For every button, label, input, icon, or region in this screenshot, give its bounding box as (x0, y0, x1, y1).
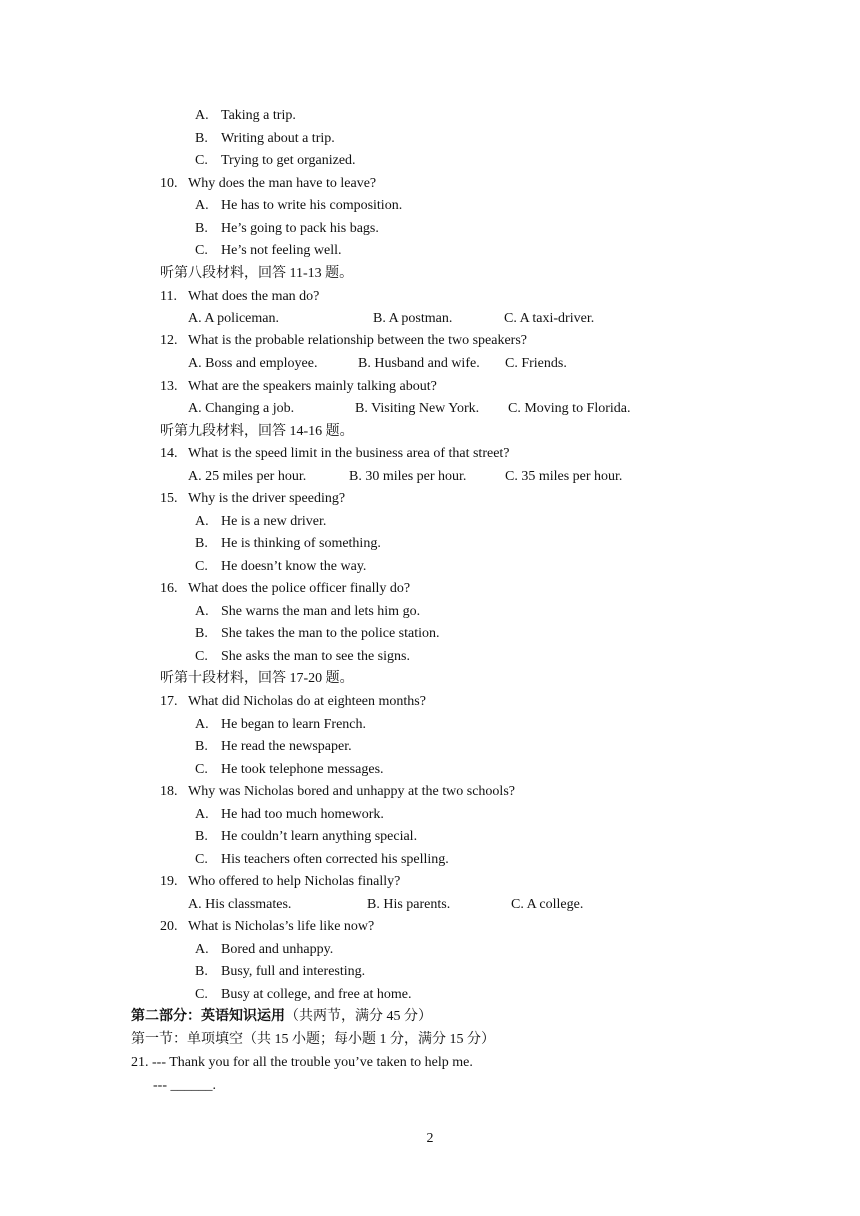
q15-option-b (195, 535, 381, 553)
option-text: He had too much homework. (221, 807, 384, 822)
option-letter: C. (195, 153, 208, 168)
option-b: B. Visiting New York. (355, 401, 480, 416)
question-text: What are the speakers mainly talking about? (188, 379, 437, 394)
option-letter: B. (195, 131, 208, 146)
option-letter: A. (195, 807, 209, 822)
q9-option-c (195, 152, 356, 170)
question-13 (160, 378, 437, 396)
q10-option-b (195, 220, 379, 238)
q9-option-a (195, 107, 296, 125)
section-heading-8: 听第八段材料，回答 11-13 题。 (160, 266, 354, 281)
question-number: 19. (160, 874, 178, 889)
option-text: He couldn’t learn anything special. (221, 829, 418, 844)
option-letter: C. (195, 987, 208, 1002)
option-a: A. A policeman. (188, 311, 279, 326)
q17-option-b (195, 738, 352, 756)
question-number: 15. (160, 491, 178, 506)
question-11 (160, 288, 319, 306)
option-text: He doesn’t know the way. (221, 559, 367, 574)
q16-option-b (195, 625, 440, 643)
option-letter: A. (195, 604, 209, 619)
option-letter: A. (195, 198, 209, 213)
option-letter: B. (195, 536, 208, 551)
option-letter: C. (195, 243, 208, 258)
question-text: What does the man do? (188, 289, 320, 304)
option-letter: B. (195, 739, 208, 754)
option-letter: A. (195, 108, 209, 123)
q20-option-c (195, 986, 411, 1004)
option-c: C. A college. (511, 897, 584, 912)
question-number: 16. (160, 581, 178, 596)
option-letter: C. (195, 852, 208, 867)
option-text: Taking a trip. (221, 108, 296, 123)
question-text: What is Nicholas’s life like now? (188, 919, 375, 934)
question-18 (160, 783, 515, 801)
question-number: 12. (160, 333, 178, 348)
q18-option-b (195, 828, 417, 846)
part-2-title: 第二部分：英语知识运用 (131, 1009, 285, 1024)
option-letter: B. (195, 829, 208, 844)
page-number: 2 (426, 1131, 434, 1146)
question-16 (160, 580, 410, 598)
option-letter: C. (195, 649, 208, 664)
question-text: Why is the driver speeding? (188, 491, 346, 506)
option-b: B. 30 miles per hour. (349, 469, 467, 484)
option-b: B. Husband and wife. (358, 356, 480, 371)
option-letter: C. (195, 762, 208, 777)
q17-option-a (195, 716, 366, 734)
question-text: Why was Nicholas bored and unhappy at the two schools? (188, 784, 515, 799)
q15-option-a (195, 513, 326, 531)
q10-option-c (195, 242, 342, 260)
option-text: Writing about a trip. (221, 131, 335, 146)
question-text: Who offered to help Nicholas finally? (188, 874, 401, 889)
option-c: C. 35 miles per hour. (505, 469, 623, 484)
question-text: What is the probable relationship between the two speakers? (188, 333, 527, 348)
question-number: 11. (160, 289, 177, 304)
part-2-heading (131, 1008, 432, 1026)
option-c: C. A taxi-driver. (504, 311, 595, 326)
option-text: Busy at college, and free at home. (221, 987, 412, 1002)
option-text: He has to write his composition. (221, 198, 403, 213)
option-text: Busy, full and interesting. (221, 964, 366, 979)
q20-option-a (195, 941, 333, 959)
option-letter: B. (195, 626, 208, 641)
question-12 (160, 332, 527, 350)
question-text: What does the police officer finally do? (188, 581, 411, 596)
option-a: A. Boss and employee. (188, 356, 318, 371)
option-text: He’s not feeling well. (221, 243, 342, 258)
option-a: A. 25 miles per hour. (188, 469, 307, 484)
question-number: 18. (160, 784, 178, 799)
question-10 (160, 175, 376, 193)
section-1-heading: 第一节：单项填空（共 15 小题；每小题 1 分，满分 15 分） (131, 1032, 495, 1047)
option-letter: A. (195, 514, 209, 529)
option-text: He is a new driver. (221, 514, 327, 529)
option-b: B. His parents. (367, 897, 451, 912)
question-14 (160, 445, 510, 463)
q18-option-c (195, 851, 449, 869)
question-number: 17. (160, 694, 178, 709)
option-a: A. Changing a job. (188, 401, 295, 416)
option-a: A. His classmates. (188, 897, 292, 912)
question-number: 14. (160, 446, 178, 461)
q18-option-a (195, 806, 384, 824)
section-heading-10: 听第十段材料，回答 17-20 题。 (160, 671, 354, 686)
option-text: He’s going to pack his bags. (221, 221, 379, 236)
option-text: She warns the man and lets him go. (221, 604, 421, 619)
option-text: Trying to get organized. (221, 153, 356, 168)
question-17 (160, 693, 426, 711)
option-text: He read the newspaper. (221, 739, 352, 754)
q16-option-c (195, 648, 410, 666)
option-letter: A. (195, 717, 209, 732)
option-b: B. A postman. (373, 311, 453, 326)
part-2-note: （共两节，满分 45 分） (285, 1009, 432, 1024)
question-number: 10. (160, 176, 178, 191)
question-20 (160, 918, 374, 936)
option-letter: B. (195, 221, 208, 236)
question-text: Why does the man have to leave? (188, 176, 377, 191)
option-text: He began to learn French. (221, 717, 366, 732)
option-text: He took telephone messages. (221, 762, 384, 777)
q20-option-b (195, 963, 365, 981)
q17-option-c (195, 761, 384, 779)
question-21-blank: --- ______. (153, 1078, 216, 1093)
option-letter: C. (195, 559, 208, 574)
option-text: She asks the man to see the signs. (221, 649, 410, 664)
option-c: C. Moving to Florida. (508, 401, 631, 416)
option-text: Bored and unhappy. (221, 942, 334, 957)
question-text: What is the speed limit in the business area of that street? (188, 446, 510, 461)
q16-option-a (195, 603, 420, 621)
question-text: What did Nicholas do at eighteen months? (188, 694, 426, 709)
question-21: 21. --- Thank you for all the trouble you’ve taken to help me. (131, 1055, 473, 1070)
question-19 (160, 873, 400, 891)
option-letter: A. (195, 942, 209, 957)
q9-option-b (195, 130, 335, 148)
question-number: 20. (160, 919, 178, 934)
option-c: C. Friends. (505, 356, 567, 371)
option-text: His teachers often corrected his spelling. (221, 852, 449, 867)
q10-option-a (195, 197, 402, 215)
option-letter: B. (195, 964, 208, 979)
option-text: She takes the man to the police station. (221, 626, 440, 641)
option-text: He is thinking of something. (221, 536, 381, 551)
question-number: 13. (160, 379, 178, 394)
q15-option-c (195, 558, 366, 576)
question-15 (160, 490, 345, 508)
section-heading-9: 听第九段材料，回答 14-16 题。 (160, 424, 354, 439)
